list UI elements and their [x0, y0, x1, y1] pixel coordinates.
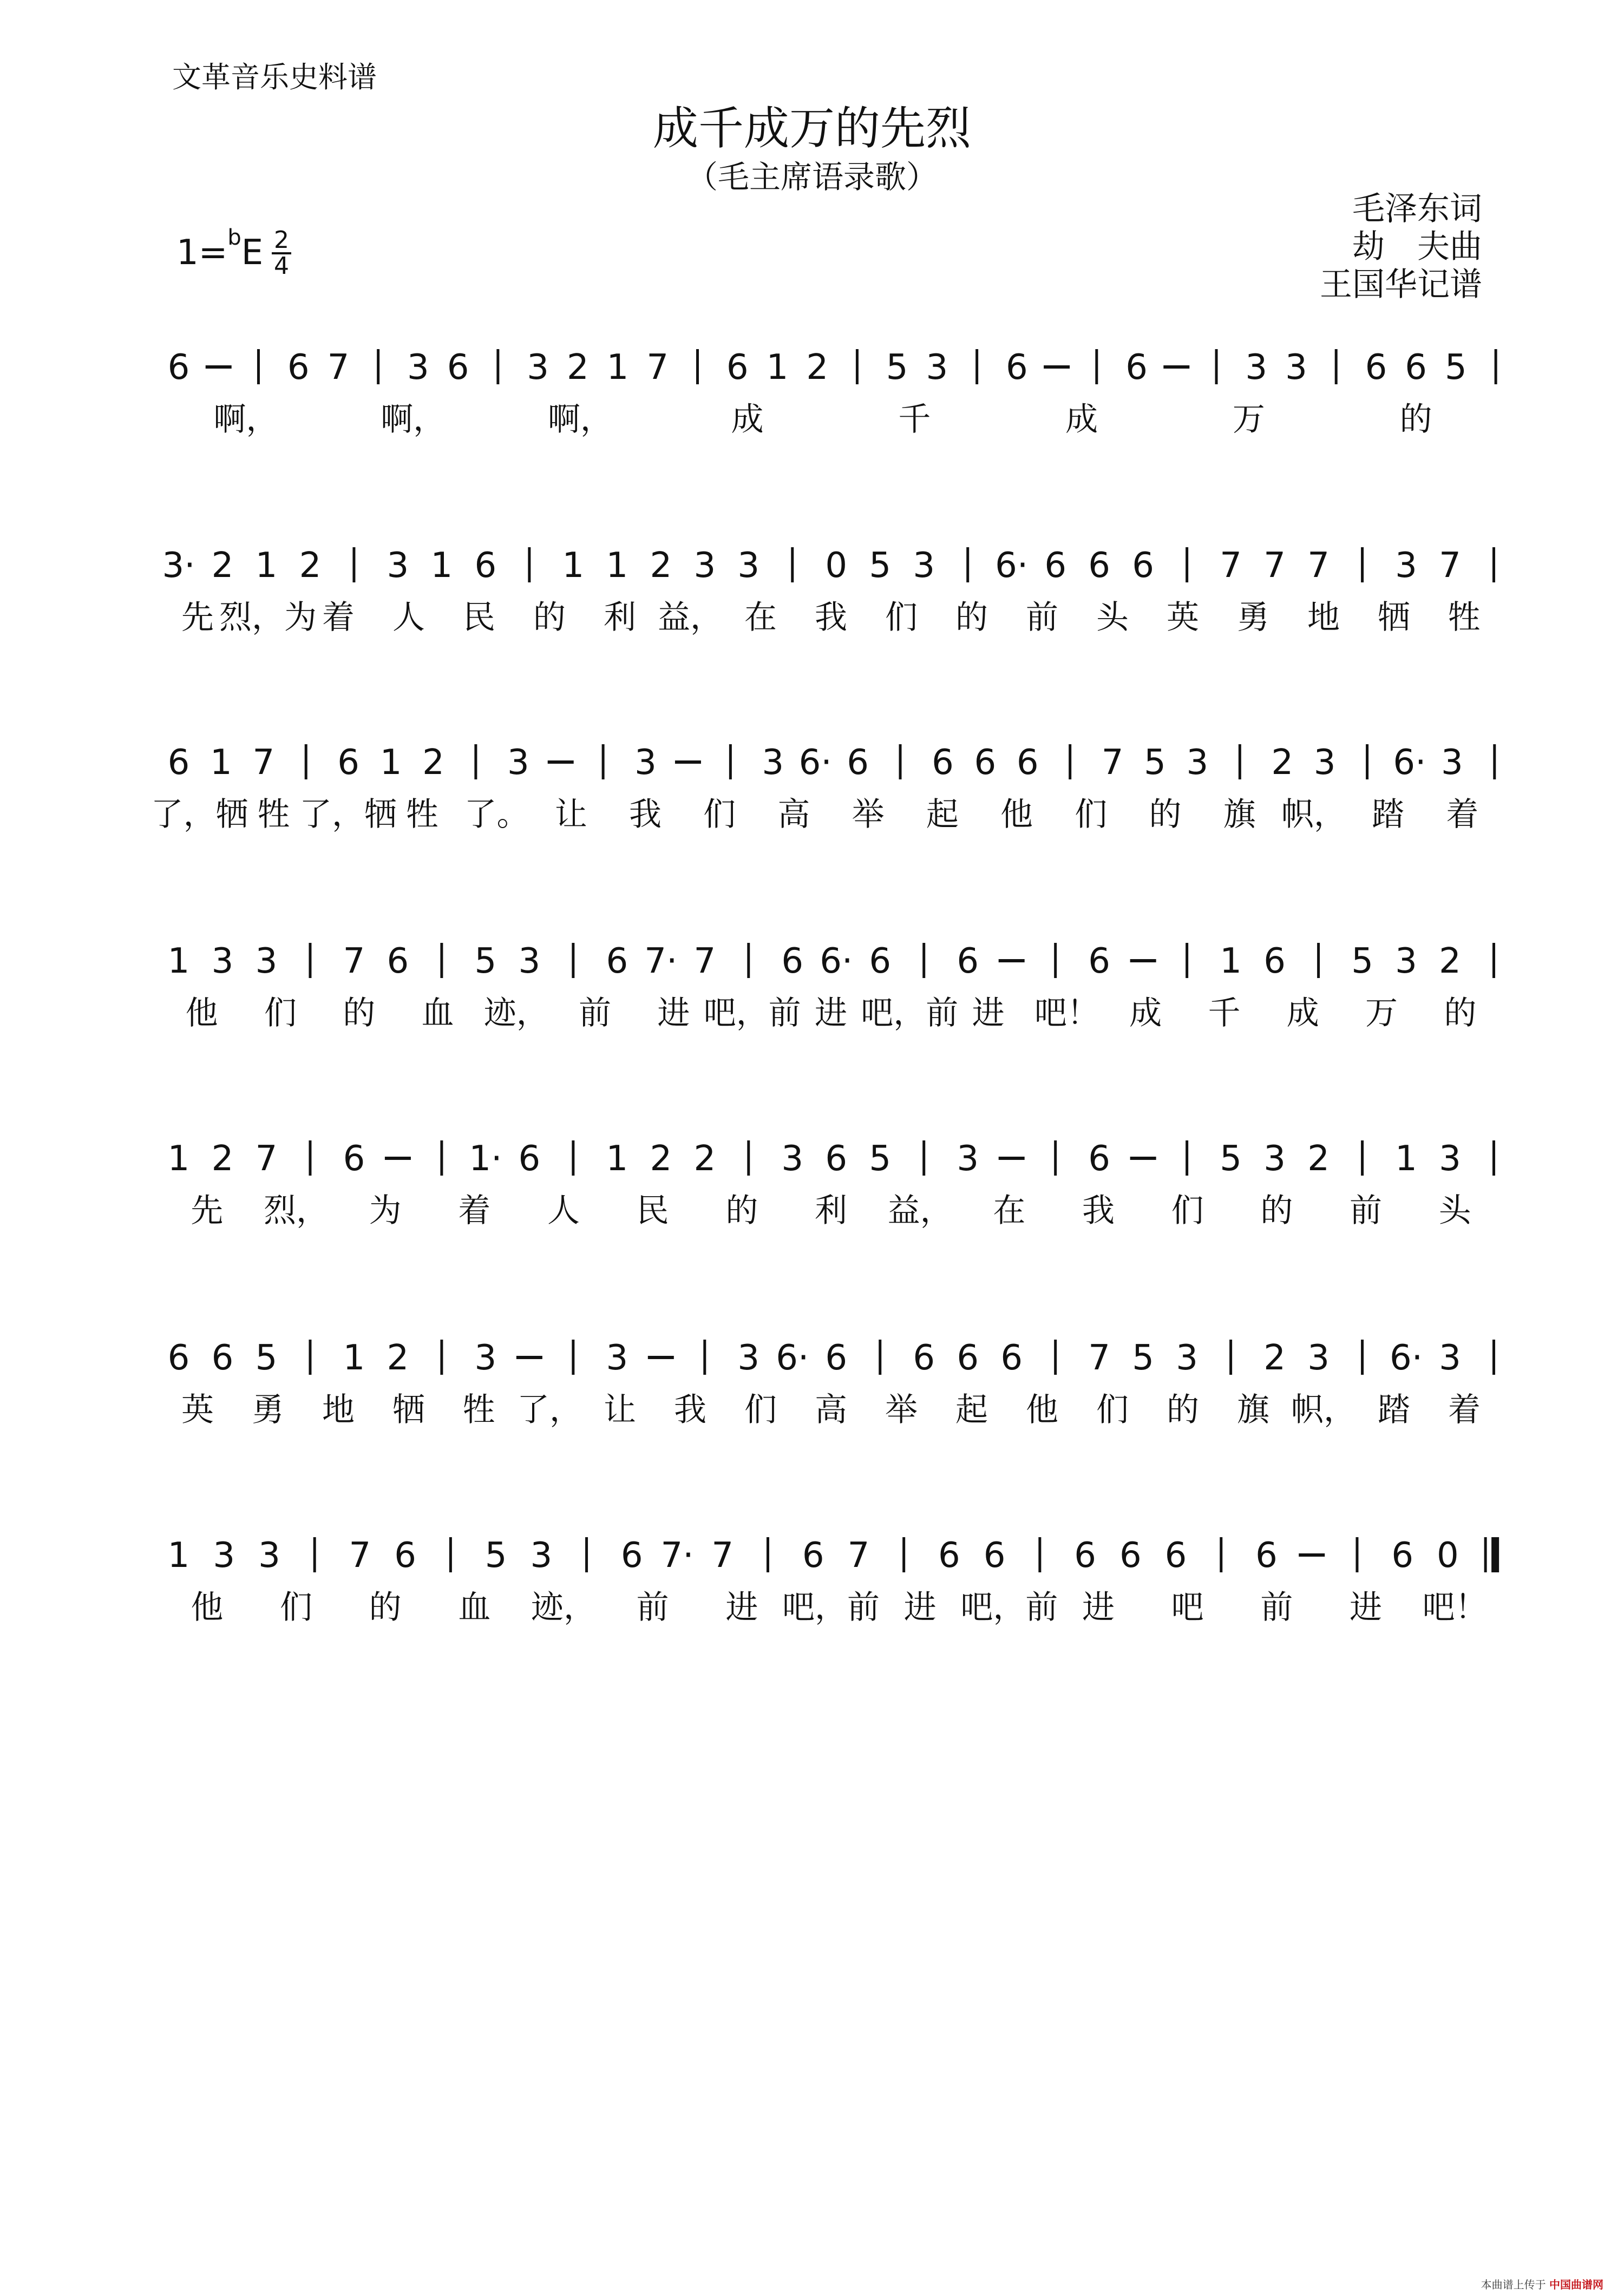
lyric-syllable: 万 [1232, 401, 1265, 438]
note: 3 [407, 347, 429, 388]
lyric-syllable: 成 [731, 401, 764, 438]
footer-text: 本曲谱上传于 [1481, 2278, 1546, 2291]
note: 0 [825, 546, 848, 586]
note: 3 [1439, 1338, 1461, 1378]
key-note: E [241, 233, 264, 273]
lyric-syllable: 的 [725, 1192, 758, 1230]
lyric-syllable: 他 [185, 994, 218, 1032]
note: 7 [1439, 546, 1461, 586]
note: 6 [167, 1338, 190, 1378]
note: 6 [518, 1139, 541, 1179]
note: 5 [474, 941, 497, 981]
lyric-syllable: 进 [725, 1589, 758, 1626]
lyric-syllable: 着 [1448, 1391, 1481, 1429]
lyric-syllable: 人 [547, 1192, 580, 1230]
lyric-syllable: 让 [604, 1391, 636, 1429]
lyric-syllable: 踏 [1372, 796, 1405, 834]
note: 1 [210, 743, 232, 783]
note: 6 [1132, 546, 1154, 586]
note: 2 [566, 347, 589, 388]
lyric-syllable: 迹， [483, 994, 549, 1032]
lyric-syllable: 他 [1026, 1391, 1058, 1429]
lyric-syllable: 万 [1365, 994, 1398, 1032]
lyric-syllable: 勇 [252, 1391, 284, 1429]
lyric-syllable: 们 [1096, 1391, 1129, 1429]
note: 3 [957, 1139, 979, 1179]
note: 6 [957, 941, 979, 981]
lyric-syllable: 举 [852, 796, 885, 834]
lyric-syllable: 在 [744, 599, 777, 637]
note: 3 [737, 546, 760, 586]
lyric-syllable: 成 [1129, 994, 1162, 1032]
lyric-syllable: 烈，为 [219, 599, 317, 637]
dotted-note: 1· [469, 1139, 502, 1179]
note: 3 [1395, 941, 1417, 981]
lyric-syllable: 们 [703, 796, 736, 834]
lyric-syllable: 英 [181, 1391, 214, 1429]
lyric-syllable: 烈， [264, 1192, 329, 1230]
note: 5 [869, 1139, 892, 1179]
note: 6 [474, 546, 497, 586]
note: 7 [646, 347, 669, 388]
note: 7 [1263, 546, 1286, 586]
dotted-note: 6· [1390, 1338, 1423, 1378]
note: 2 [422, 743, 444, 783]
note: 2 [806, 347, 829, 388]
note: 7 [1101, 743, 1124, 783]
lyric-syllable: 进 [657, 994, 690, 1032]
lyric-syllable: 牺 [392, 1391, 425, 1429]
lyric-syllable: 进 [1082, 1589, 1115, 1626]
note: 6 [337, 743, 360, 783]
lyric-syllable: 进 [1350, 1589, 1382, 1626]
note: 3 [255, 941, 278, 981]
note: 2 [387, 1338, 409, 1378]
dotted-note: 6· [995, 546, 1029, 586]
note: 3 [518, 941, 541, 981]
note: 6 [1391, 1536, 1414, 1576]
note: 3 [1395, 546, 1417, 586]
lyric-syllable: 高 [815, 1391, 847, 1429]
note: 7 [327, 347, 350, 388]
note: 3 [387, 546, 409, 586]
note: 6 [606, 941, 628, 981]
lyric-syllable: 牺 [1378, 599, 1410, 637]
lyric-syllable: 进 [815, 994, 847, 1032]
note: 6 [932, 743, 954, 783]
note: 3 [1313, 743, 1336, 783]
note: 3 [1285, 347, 1307, 388]
lyric-syllable: 举 [885, 1391, 918, 1429]
lyric-syllable: 牲 [406, 796, 439, 834]
note: 3 [926, 347, 948, 388]
lyric-syllable: 的 [343, 994, 376, 1032]
lyric-syllable: 们 [1171, 1192, 1204, 1230]
lyric-syllable: 他 [191, 1589, 224, 1626]
note: 6 [394, 1536, 417, 1576]
lyric-syllable: 千 [898, 401, 931, 438]
note: 1 [606, 347, 629, 388]
lyric-syllable: 先 [181, 599, 214, 637]
dotted-note: 6· [776, 1338, 809, 1378]
lyric-syllable: 益， [658, 599, 723, 637]
lyric-syllable: 前 [636, 1589, 669, 1626]
note: 2 [1263, 1338, 1286, 1378]
lyric-syllable: 我 [674, 1391, 706, 1429]
note: 5 [1351, 941, 1373, 981]
source-label: 文革音乐史料谱 [172, 60, 377, 94]
note: 3 [737, 1338, 760, 1378]
dotted-note: 7· [644, 941, 678, 981]
lyric-syllable: 英 [1167, 599, 1199, 637]
note: 6 [167, 347, 190, 388]
lyric-syllable: 高 [777, 796, 810, 834]
lyric-syllable: 旗 [1223, 796, 1256, 834]
note: 6 [167, 743, 190, 783]
note: 6 [938, 1536, 960, 1576]
lyric-syllable: 着 [322, 599, 355, 637]
note: 7 [252, 743, 275, 783]
note: 6 [1365, 347, 1387, 388]
lyric-syllable: 的 [1260, 1192, 1293, 1230]
lyricist-credit: 毛泽东词 [1352, 190, 1482, 228]
lyric-syllable: 着 [458, 1192, 491, 1230]
lyric-syllable: 血 [458, 1589, 491, 1626]
lyric-syllable: 的 [1167, 1391, 1199, 1429]
lyric-syllable: 了，牺 [150, 796, 248, 834]
dotted-note: 6· [1393, 743, 1426, 783]
note: 7 [693, 941, 716, 981]
note: 7 [349, 1536, 371, 1576]
dotted-note: 6· [820, 941, 853, 981]
lyric-syllable: 血 [421, 994, 454, 1032]
lyric-syllable: 啊， [381, 401, 446, 438]
lyric-syllable: 吧，前 [861, 994, 959, 1032]
lyric-syllable: 起 [955, 1391, 988, 1429]
lyric-syllable: 头 [1438, 1192, 1471, 1230]
note: 1 [1220, 941, 1242, 981]
note: 6 [287, 347, 310, 388]
note: 1 [562, 546, 585, 586]
lyric-syllable: 成 [1286, 994, 1319, 1032]
lyric-syllable: 地 [322, 1391, 355, 1429]
lyric-syllable: 们 [1075, 796, 1108, 834]
note: 3 [913, 546, 935, 586]
lyric-syllable: 利 [815, 1192, 847, 1230]
note: 7 [255, 1139, 278, 1179]
lyric-syllable: 利 [604, 599, 636, 637]
note: 3 [634, 743, 657, 783]
note: 2 [650, 546, 672, 586]
lyric-syllable: 让 [554, 796, 587, 834]
note: 7 [711, 1536, 734, 1576]
note: 2 [211, 1139, 234, 1179]
note: 2 [1439, 941, 1461, 981]
note: 3 [1263, 1139, 1286, 1179]
dotted-note: 7· [660, 1536, 694, 1576]
note: 6 [983, 1536, 1006, 1576]
note: 6 [1255, 1536, 1278, 1576]
lyric-syllable: 在 [993, 1192, 1026, 1230]
dotted-note: 6· [798, 743, 832, 783]
note: 2 [1307, 1139, 1330, 1179]
lyric-syllable: 民 [636, 1192, 669, 1230]
lyric-syllable: 帜， [1281, 796, 1346, 834]
note: 6 [1005, 347, 1028, 388]
note: 3 [1176, 1338, 1198, 1378]
note: 6 [1088, 1139, 1111, 1179]
note: 1 [379, 743, 402, 783]
note: 6 [1119, 1536, 1142, 1576]
lyric-syllable: 了。 [464, 796, 529, 834]
lyric-syllable: 们 [280, 1589, 312, 1626]
key-prefix: 1= [176, 233, 228, 273]
note: 6 [447, 347, 469, 388]
lyric-syllable: 的 [369, 1589, 402, 1626]
lyric-syllable: 前 [579, 994, 612, 1032]
lyric-syllable: 进 [972, 994, 1005, 1032]
note: 6 [802, 1536, 824, 1576]
note: 6 [869, 941, 892, 981]
note: 7 [343, 941, 365, 981]
note: 1 [430, 546, 453, 586]
note: 1 [343, 1338, 365, 1378]
note: 3 [211, 941, 234, 981]
song-title: 成千成万的先烈 [652, 102, 971, 155]
lyric-syllable: 牲 [463, 1391, 495, 1429]
lyric-syllable: 吧，前 [960, 1589, 1058, 1626]
lyric-syllable: 前 [1260, 1589, 1293, 1626]
lyric-syllable: 们 [264, 994, 297, 1032]
lyric-syllable: 吧！ [1034, 994, 1099, 1032]
note: 6 [1263, 941, 1286, 981]
dotted-note: 3· [162, 546, 195, 586]
lyric-syllable: 吧，前 [782, 1589, 880, 1626]
note: 1 [606, 1139, 628, 1179]
lyric-syllable: 了， [517, 1391, 582, 1429]
composer-credit: 劫 夫曲 [1352, 228, 1482, 266]
note: 6 [343, 1139, 365, 1179]
note: 6 [1088, 546, 1111, 586]
lyric-syllable: 的 [1444, 994, 1477, 1032]
note: 3 [474, 1338, 497, 1378]
note: 2 [299, 546, 322, 586]
note: 6 [387, 941, 409, 981]
note: 2 [693, 1139, 716, 1179]
note: 6 [1044, 546, 1067, 586]
note: 6 [726, 347, 749, 388]
note: 3 [527, 347, 549, 388]
lyric-syllable: 吧，前 [703, 994, 801, 1032]
note: 6 [1125, 347, 1148, 388]
lyric-syllable: 牲 [257, 796, 290, 834]
lyric-syllable: 的 [955, 599, 988, 637]
note: 6 [825, 1139, 848, 1179]
note: 0 [1437, 1536, 1459, 1576]
note: 5 [869, 546, 892, 586]
lyric-syllable: 牲 [1448, 599, 1481, 637]
lyric-syllable: 起 [926, 796, 959, 834]
lyric-syllable: 前 [1350, 1192, 1382, 1230]
lyric-syllable: 民 [463, 599, 495, 637]
note: 5 [1132, 1338, 1154, 1378]
note: 1 [1395, 1139, 1417, 1179]
note: 6 [211, 1338, 234, 1378]
note: 1 [766, 347, 789, 388]
footer-watermark [1481, 2276, 1603, 2292]
lyric-syllable: 吧 [1171, 1589, 1204, 1626]
note: 6 [1088, 941, 1111, 981]
note: 3 [1441, 743, 1463, 783]
note: 6 [1000, 1338, 1023, 1378]
lyric-syllable: 勇 [1237, 599, 1269, 637]
lyric-syllable: 我 [1082, 1192, 1115, 1230]
note: 7 [1088, 1338, 1111, 1378]
lyric-syllable: 迹， [531, 1589, 596, 1626]
lyric-syllable: 的 [1149, 796, 1182, 834]
note: 6 [825, 1338, 848, 1378]
lyric-syllable: 他 [1000, 796, 1033, 834]
lyric-syllable: 成 [1065, 401, 1098, 438]
note: 5 [255, 1338, 278, 1378]
note: 5 [886, 347, 908, 388]
note: 7 [1307, 546, 1330, 586]
lyric-syllable: 吧！ [1422, 1589, 1488, 1626]
lyric-syllable: 人 [392, 599, 425, 637]
note: 2 [211, 546, 234, 586]
time-top: 2 [274, 226, 289, 254]
song-subtitle: （毛主席语录歌） [686, 159, 938, 195]
lyric-syllable: 着 [1446, 796, 1479, 834]
lyric-syllable: 头 [1096, 599, 1129, 637]
note: 6 [1074, 1536, 1096, 1576]
note: 3 [530, 1536, 553, 1576]
lyric-syllable: 进 [903, 1589, 937, 1626]
note: 6 [781, 941, 804, 981]
note: 3 [762, 743, 784, 783]
note: 7 [847, 1536, 870, 1576]
lyric-syllable: 的 [533, 599, 566, 637]
note: 3 [1307, 1338, 1330, 1378]
lyric-syllable: 为 [369, 1192, 402, 1230]
lyric-syllable: 啊， [213, 401, 279, 438]
flat-accidental: b [227, 225, 241, 250]
note: 6 [1405, 347, 1427, 388]
lyric-syllable: 先 [191, 1192, 224, 1230]
lyric-syllable: 千 [1208, 994, 1241, 1032]
note: 6 [957, 1338, 979, 1378]
note: 3 [1439, 1139, 1461, 1179]
lyric-syllable: 们 [885, 599, 918, 637]
lyric-syllable: 踏 [1378, 1391, 1410, 1429]
note: 1 [167, 1536, 190, 1576]
note: 6 [1016, 743, 1039, 783]
lyric-syllable: 的 [1399, 401, 1432, 438]
note: 5 [1445, 347, 1467, 388]
lyric-syllable: 前 [1026, 599, 1058, 637]
note: 6 [1164, 1536, 1187, 1576]
note: 3 [507, 743, 529, 783]
note: 3 [258, 1536, 280, 1576]
note: 1 [255, 546, 278, 586]
lyric-syllable: 地 [1307, 599, 1340, 637]
lyric-syllable: 我 [815, 599, 847, 637]
note: 6 [913, 1338, 935, 1378]
site-logo: 中国曲谱网 [1549, 2278, 1603, 2291]
lyric-syllable: 益， [887, 1192, 953, 1230]
note: 3 [1245, 347, 1268, 388]
transcriber-credit: 王国华记谱 [1320, 266, 1482, 304]
time-bottom: 4 [274, 252, 289, 280]
note: 1 [167, 1139, 190, 1179]
note: 6 [847, 743, 869, 783]
note: 5 [484, 1536, 507, 1576]
note: 2 [650, 1139, 672, 1179]
note: 1 [606, 546, 628, 586]
lyric-syllable: 帜， [1291, 1391, 1356, 1429]
note: 7 [1220, 546, 1242, 586]
lyric-syllable: 啊， [547, 401, 613, 438]
note: 3 [693, 546, 716, 586]
note: 3 [1186, 743, 1209, 783]
note: 6 [974, 743, 997, 783]
note: 5 [1144, 743, 1166, 783]
lyric-syllable: 们 [744, 1391, 777, 1429]
note: 3 [213, 1536, 235, 1576]
note: 3 [781, 1139, 804, 1179]
note: 2 [1271, 743, 1294, 783]
note: 6 [620, 1536, 643, 1576]
note: 1 [167, 941, 190, 981]
lyric-syllable: 我 [628, 796, 662, 834]
lyric-syllable: 旗 [1237, 1391, 1269, 1429]
note: 3 [606, 1338, 628, 1378]
lyric-syllable: 了，牺 [299, 796, 397, 834]
note: 5 [1220, 1139, 1242, 1179]
